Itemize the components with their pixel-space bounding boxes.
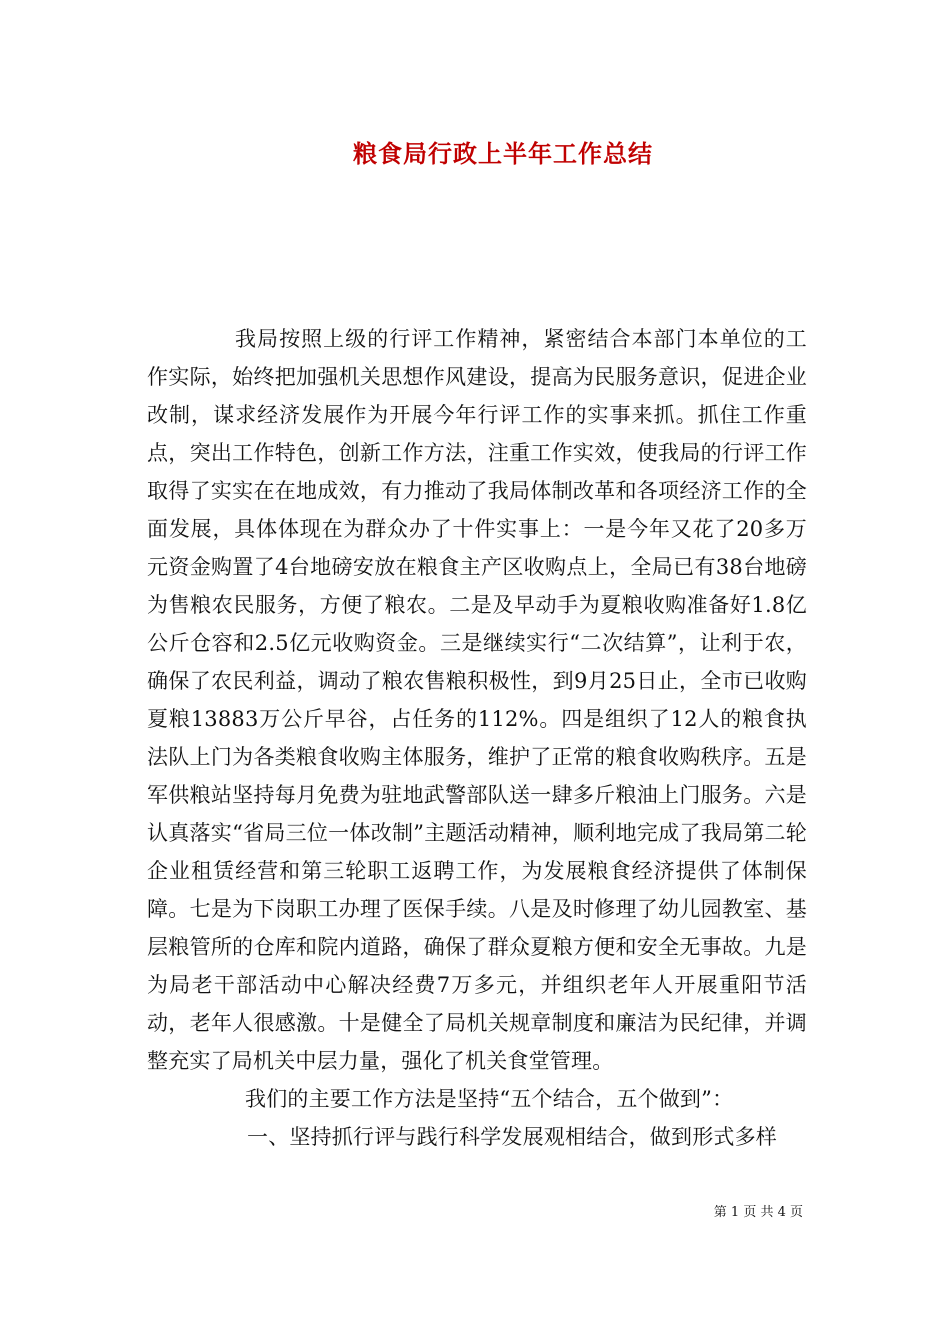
page-footer: 第 1 页 共 4 页	[713, 1205, 803, 1220]
document-body	[147, 320, 807, 1156]
body-paragraph-methods: 我们的主要工作方法是坚持“五个结合，五个做到”：	[245, 1087, 734, 1111]
document-title: 粮食局行政上半年工作总结	[353, 139, 653, 168]
body-paragraph-intro: 我局按照上级的行评工作精神，紧密结合本部门本单位的工作实际，始终把加强机关思想作风建设，提高为民服务意识，促进企业改制，谋求经济发展作为开展今年行评工作的实事来抓。抓住工作重点，突出工作特色，创新工作方法，注重工作实效，使我局的行评工作取得了实实在在地成效，有力推动了我局体制改革和各项经济工作的全面发展，具体体现在为群众办了十件实事上：一是今年又花了20多万元资金购置了4台地磅安放在粮食主产区收购点上，全局已有38台地磅为售粮农民服务，方便了粮农。二是及早动手为夏粮收购准备好1.8亿公斤仓容和2.5亿元收购资金。三是继续实行“二次结算”，让利于农，确保了农民利益，调动了粮农售粮积极性，到9月25日止，全市已收购夏粮13883万公斤早谷，占任务的112%。四是组织了12人的粮食执法队上门为各类粮食收购主体服务，维护了正常的粮食收购秩序。五是军供粮站坚持每月免费为驻地武警部队送一肆多斤粮油上门服务。六是认真落实“省局三位一体改制”主题活动精神，顺利地完成了我局第二轮企业租赁经营和第三轮职工返聘工作，为发展粮食经济提供了体制保障。七是为下岗职工办理了医保手续。八是及时修理了幼儿园教室、基层粮管所的仓库和院内道路，确保了群众夏粮方便和安全无事故。九是为局老干部活动中心解决经费7万多元，并组织老年人开展重阳节活动，老年人很感激。十是健全了局机关规章制度和廉洁为民纪律，并调整充实了局机关中层力量，强化了机关食堂管理。	[147, 327, 807, 1073]
body-paragraph-item-1: 一、坚持抓行评与践行科学发展观相结合，做到形式多样	[247, 1125, 777, 1149]
